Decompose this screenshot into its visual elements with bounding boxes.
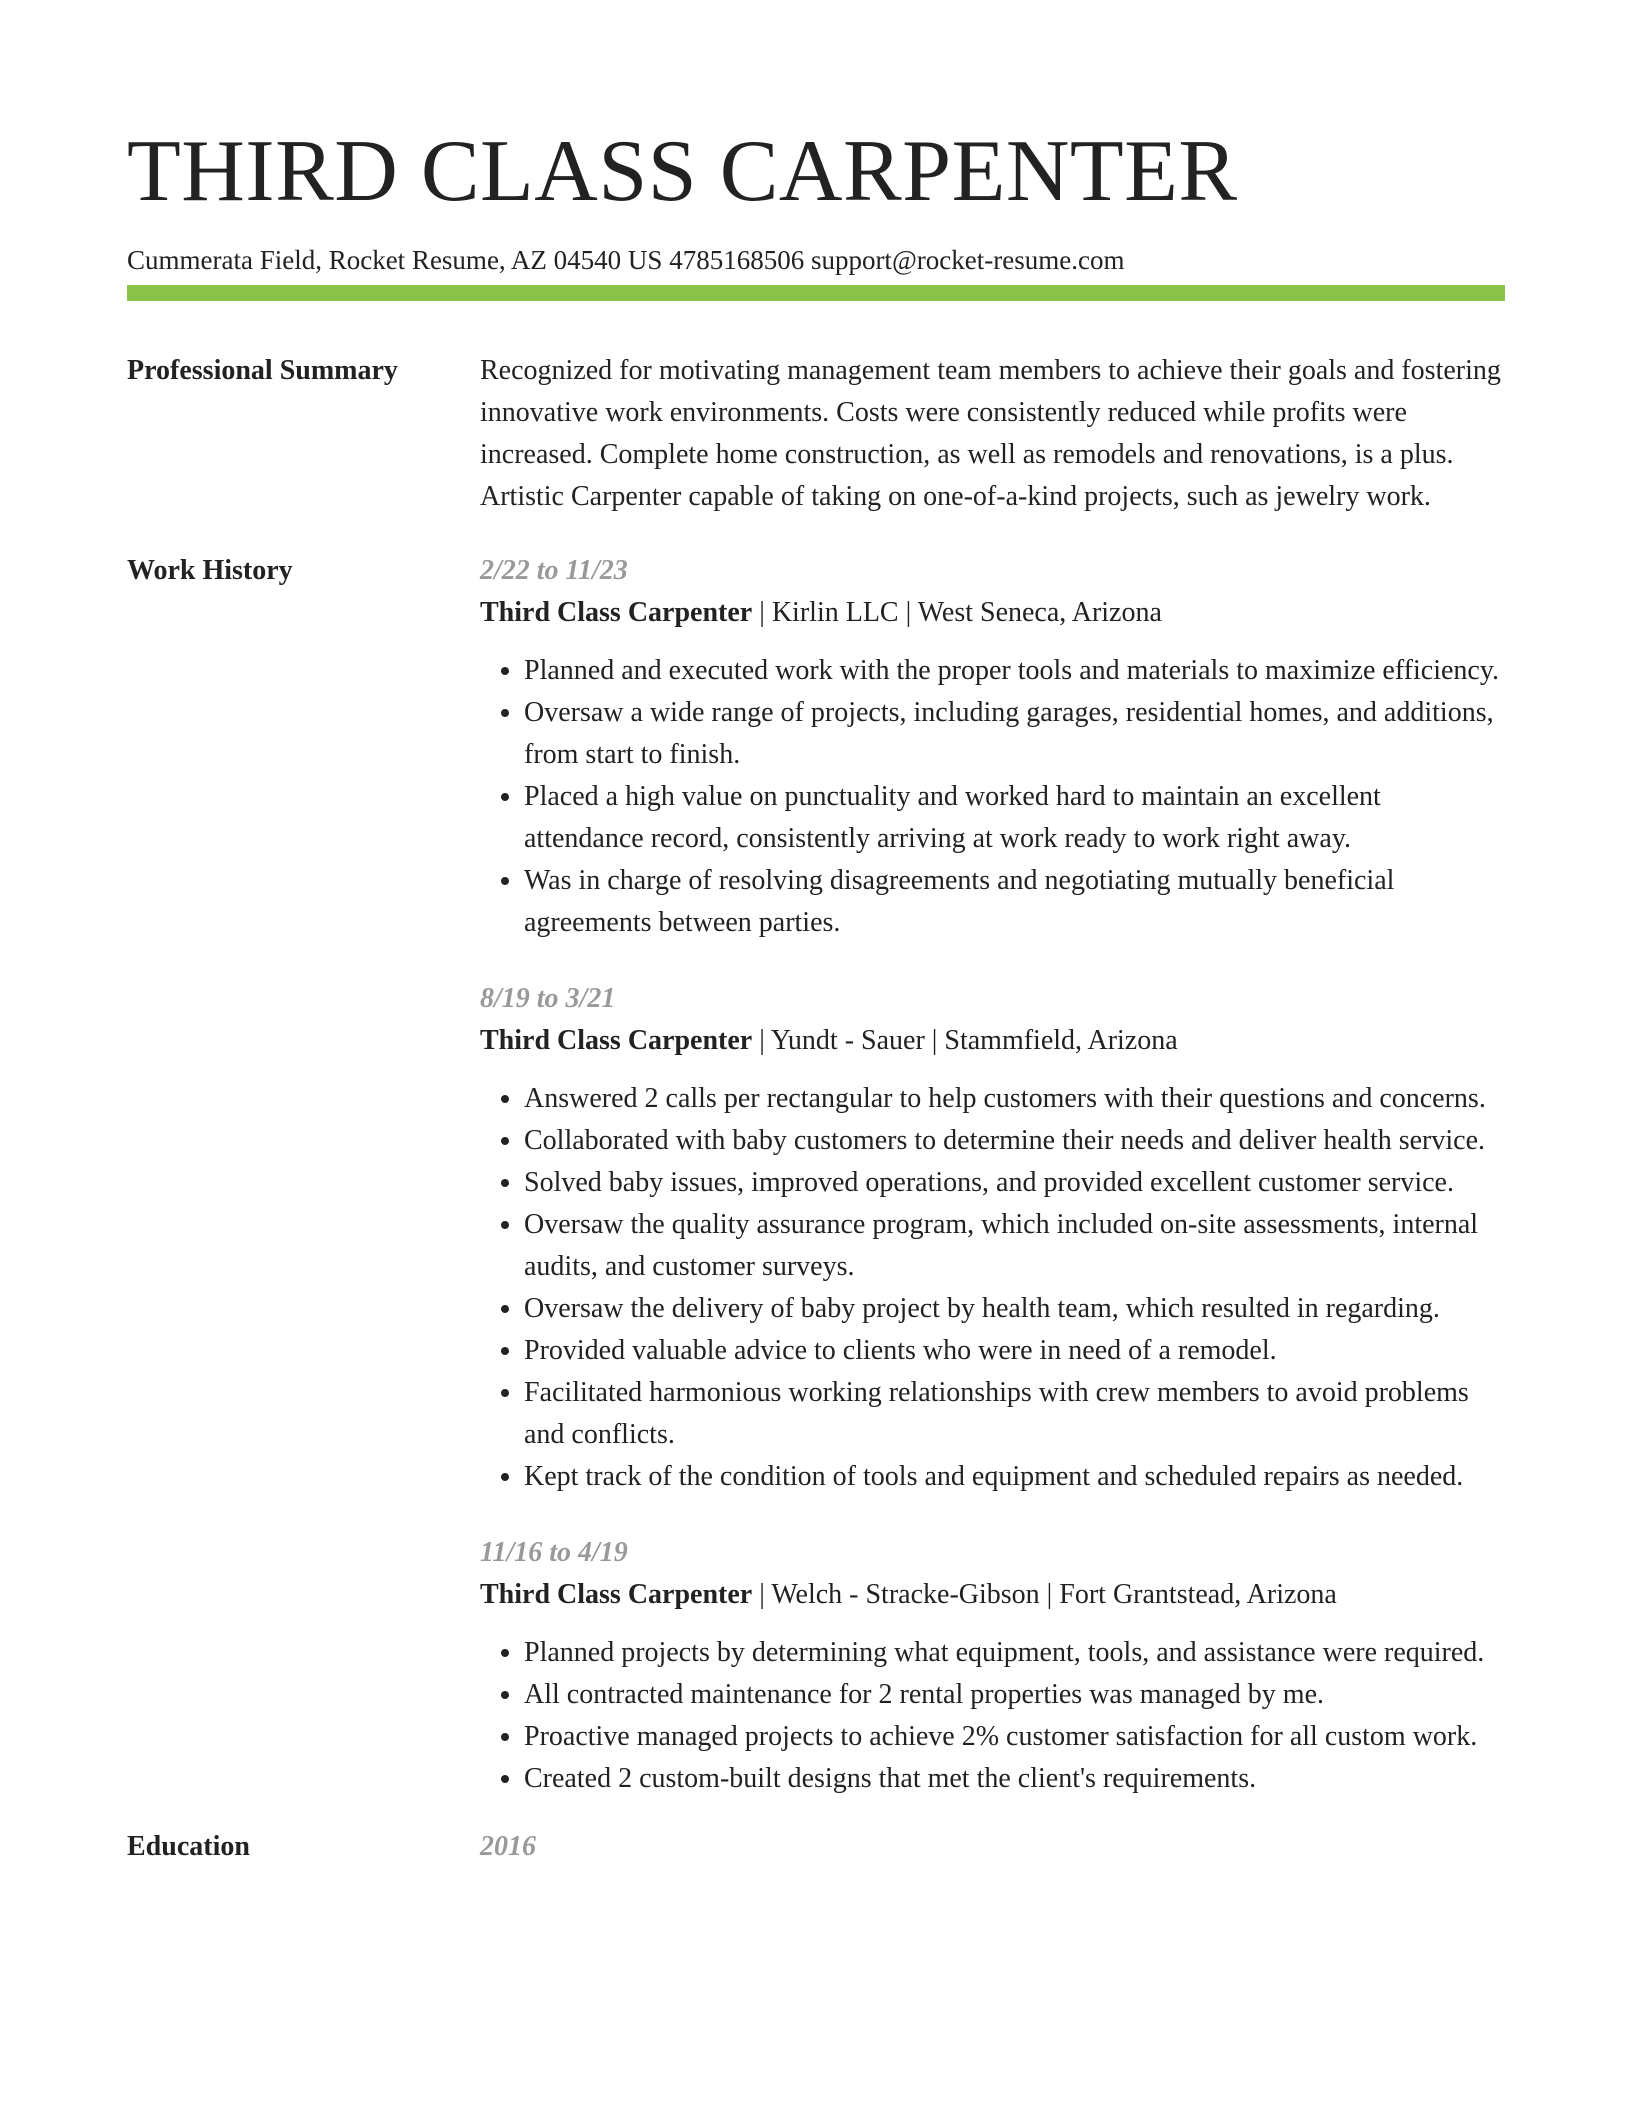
work-history-content <box>480 550 1505 1800</box>
job-bullet: • Oversaw the delivery of baby project by health team, which resulted in regarding. <box>524 1288 1505 1330</box>
work-history-label: Work History <box>127 555 293 586</box>
education-section <box>127 1826 1505 1868</box>
job-entry <box>480 550 1505 944</box>
summary-content <box>480 350 1505 518</box>
job-bullets <box>480 1632 1505 1800</box>
job-dates: 11/16 to 4/19 <box>480 1537 628 1568</box>
job-entry <box>480 1532 1505 1800</box>
job-title: Third Class Carpenter <box>480 1579 753 1610</box>
job-bullet: • Planned projects by determining what equipment, tools, and assistance were required. <box>524 1632 1505 1674</box>
job-bullet: • Answered 2 calls per rectangular to help customers with their questions and concerns. <box>524 1078 1505 1120</box>
job-bullet: • Collaborated with baby customers to determine their needs and deliver health service. <box>524 1120 1505 1162</box>
job-dates: 2/22 to 11/23 <box>480 555 628 586</box>
summary-section <box>127 350 1505 518</box>
job-heading <box>480 592 1505 634</box>
job-heading <box>480 1020 1505 1062</box>
job-bullet: • Planned and executed work with the proper tools and materials to maximize efficiency. <box>524 650 1505 692</box>
job-bullet: • Oversaw a wide range of projects, including garages, residential homes, and additions, from start to finish. <box>524 692 1505 776</box>
candidate-name: THIRD CLASS CARPENTER <box>127 123 1238 220</box>
job-details: | Welch - Stracke-Gibson | Fort Grantstead, Arizona <box>752 1579 1337 1610</box>
job-bullet: • Was in charge of resolving disagreements and negotiating mutually beneficial agreements between parties. <box>524 860 1505 944</box>
job-bullets <box>480 650 1505 944</box>
job-bullet: • Oversaw the quality assurance program, which included on-site assessments, internal audits, and customer surveys. <box>524 1204 1505 1288</box>
job-details: | Yundt - Sauer | Stammfield, Arizona <box>752 1025 1178 1056</box>
job-bullet: • Placed a high value on punctuality and worked hard to maintain an excellent attendance record, consistently arriving at work ready to work right away. <box>524 776 1505 860</box>
contact-info: Cummerata Field, Rocket Resume, AZ 04540 US 4785168506 support@rocket-resume.com <box>127 245 1125 275</box>
job-title: Third Class Carpenter <box>480 1025 753 1056</box>
job-heading <box>480 1574 1505 1616</box>
job-bullets <box>480 1078 1505 1498</box>
summary-label: Professional Summary <box>127 355 398 386</box>
work-history-section <box>127 550 1505 1800</box>
job-bullet: • Kept track of the condition of tools and equipment and scheduled repairs as needed. <box>524 1456 1505 1498</box>
job-bullet: • Solved baby issues, improved operations, and provided excellent customer service. <box>524 1162 1505 1204</box>
job-title: Third Class Carpenter <box>480 597 753 628</box>
education-content <box>480 1826 1505 1868</box>
education-label: Education <box>127 1831 250 1862</box>
job-bullet: • Proactive managed projects to achieve 2% customer satisfaction for all custom work. <box>524 1716 1505 1758</box>
education-dates: 2016 <box>480 1831 536 1862</box>
job-details: | Kirlin LLC | West Seneca, Arizona <box>752 597 1162 628</box>
job-bullet: • Created 2 custom-built designs that met the client's requirements. <box>524 1758 1505 1800</box>
accent-divider <box>127 285 1505 301</box>
job-dates: 8/19 to 3/21 <box>480 983 616 1014</box>
job-entry <box>480 978 1505 1498</box>
resume-header <box>127 118 1505 278</box>
summary-text: Recognized for motivating management team members to achieve their goals and fostering innovative work environments. Costs were consistently reduced while profits were increased. Complete home construction, as well as remodels and renovations, is a plus. Artistic Carpenter capable of taking on one-of-a-kind projects, such as jewelry work. <box>480 355 1501 512</box>
job-bullet: • Provided valuable advice to clients who were in need of a remodel. <box>524 1330 1505 1372</box>
job-bullet: • Facilitated harmonious working relationships with crew members to avoid problems and conflicts. <box>524 1372 1505 1456</box>
resume-body <box>127 350 1505 1868</box>
job-bullet: • All contracted maintenance for 2 rental properties was managed by me. <box>524 1674 1505 1716</box>
